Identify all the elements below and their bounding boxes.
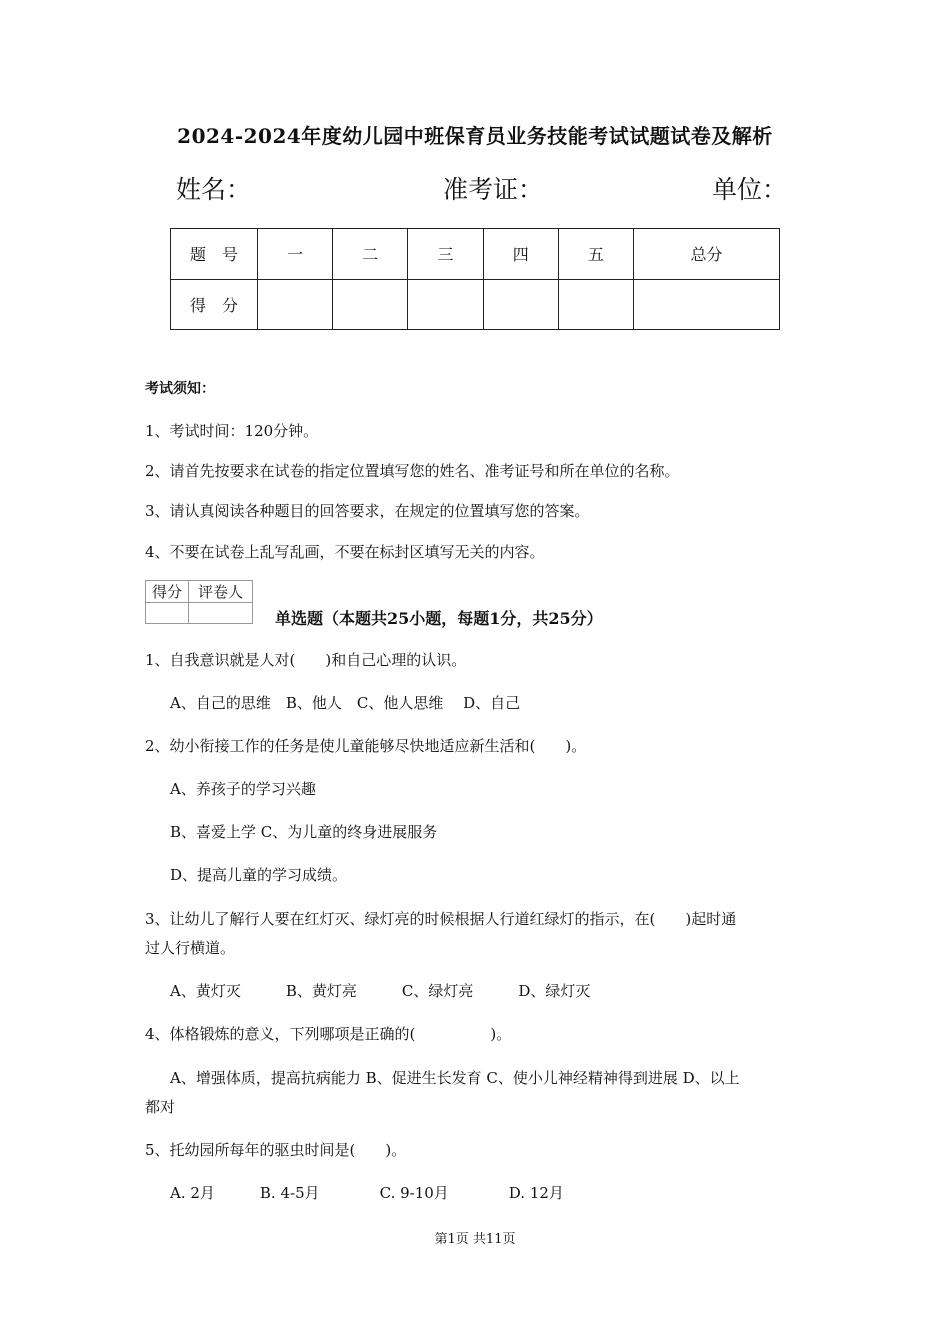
question-4-options-continued: 都对 (145, 1098, 176, 1116)
score-header-cell: 二 (333, 229, 408, 280)
question-1: 1、自我意识就是人对( )和自己心理的认识。 (145, 651, 467, 669)
score-table-header-row (171, 229, 780, 280)
score-cell[interactable] (258, 279, 333, 330)
score-table-score-row (171, 279, 780, 330)
exam-title: 2024-2024年度幼儿园中班保育员业务技能考试试题试卷及解析 (177, 124, 773, 148)
score-row-label: 得 分 (171, 279, 258, 330)
score-cell[interactable] (634, 279, 780, 330)
grader-name-label: 评卷人 (189, 581, 253, 603)
question-3-options: A、黄灯灭 B、黄灯亮 C、绿灯亮 D、绿灯灭 (170, 982, 591, 1000)
grader-name-cell[interactable] (189, 603, 253, 624)
question-2-option: D、提高儿童的学习成绩。 (170, 866, 348, 884)
question-5-options: A. 2月 B. 4-5月 C. 9-10月 D. 12月 (170, 1184, 564, 1202)
unit-label: 单位： (712, 175, 788, 204)
notice-heading: 考试须知： (145, 381, 215, 397)
score-cell[interactable] (333, 279, 408, 330)
score-header-cell: 题 号 (171, 229, 258, 280)
section-title: 单选题（本题共25小题，每题1分，共25分） (275, 609, 603, 628)
name-label: 姓名： (176, 175, 252, 204)
score-header-cell: 五 (558, 229, 633, 280)
exam-id-label: 准考证： (443, 175, 544, 204)
question-4: 4、体格锻炼的意义，下列哪项是正确的( )。 (145, 1025, 512, 1043)
score-cell[interactable] (408, 279, 483, 330)
score-cell[interactable] (483, 279, 558, 330)
notice-item: 1、考试时间：120分钟。 (145, 422, 319, 440)
question-2-option: A、养孩子的学习兴趣 (170, 780, 316, 798)
score-table (170, 228, 780, 330)
score-header-cell: 四 (483, 229, 558, 280)
score-header-cell: 总分 (634, 229, 780, 280)
question-3: 3、让幼儿了解行人要在红灯灭、绿灯亮的时候根据人行道红绿灯的指示，在( )起时通 (145, 910, 737, 928)
question-2-option: B、喜爱上学 C、为儿童的终身进展服务 (170, 823, 438, 841)
question-5: 5、托幼园所每年的驱虫时间是( )。 (145, 1141, 407, 1159)
grader-box (145, 580, 253, 624)
score-header-cell: 三 (408, 229, 483, 280)
grader-score-label: 得分 (146, 581, 189, 603)
notice-item: 2、请首先按要求在试卷的指定位置填写您的姓名、准考证号和所在单位的名称。 (145, 462, 680, 480)
grader-score-cell[interactable] (146, 603, 189, 624)
notice-item: 3、请认真阅读各种题目的回答要求，在规定的位置填写您的答案。 (145, 502, 590, 520)
score-cell[interactable] (558, 279, 633, 330)
question-3-continued: 过人行横道。 (145, 939, 236, 957)
notice-item: 4、不要在试卷上乱写乱画，不要在标封区填写无关的内容。 (145, 543, 545, 561)
score-header-cell: 一 (258, 229, 333, 280)
page-footer: 第1页 共11页 (434, 1232, 516, 1247)
question-4-options: A、增强体质，提高抗病能力 B、促进生长发育 C、使小儿神经精神得到进展 D、以上 (170, 1069, 740, 1087)
question-2: 2、幼小衔接工作的任务是使儿童能够尽快地适应新生活和( )。 (145, 737, 587, 755)
question-1-options: A、自己的思维 B、他人 C、他人思维 D、自己 (170, 694, 521, 712)
